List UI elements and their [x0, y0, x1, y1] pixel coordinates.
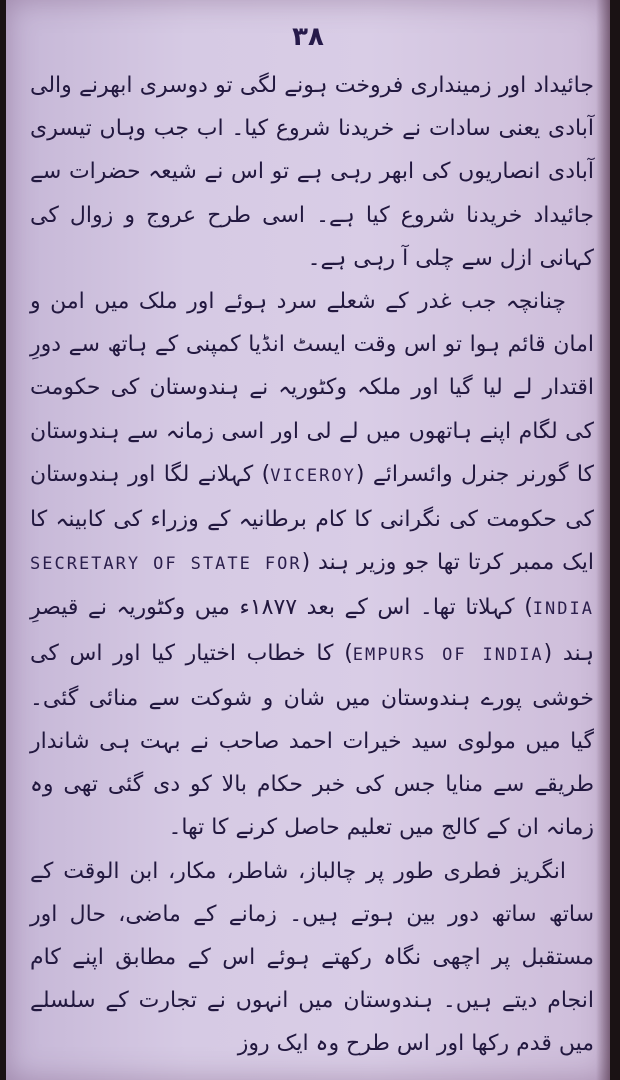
text-segment: ) کا خطاب اختیار کیا اور اس کی خوشی پورے ہندوستان میں شان و شوکت سے منائی گئی۔ گیا میں مولوی سید خیرات احمد صاحب نے بہت ہی شاندار طریقے سے منایا جس کی خبر حکام بالا کو دی گئی تھی وہ زمانہ ان کے کالج میں تعلیم حاصل کرنے کا تھا۔ — [30, 640, 594, 841]
english-term-empress-of-india: EMPURS OF INDIA — [352, 644, 544, 665]
text-segment: چنانچہ جب غدر کے شعلے سرد ہوئے اور ملک میں امن و امان قائم ہوا تو اس وقت ایسٹ انڈیا کمپنی کے ہاتھ سے دورِ اقتدار لے لیا گیا اور ملکہ وکٹوریہ نے ہندوستان کی حکومت کی لگام اپنے ہاتھوں میں لے لی اور اسی زمانہ سے ہندوستان کا گورنر جنرل وائسرائے ( — [30, 289, 594, 487]
page-fold-shadow — [596, 0, 610, 1080]
book-page — [6, 0, 610, 1080]
english-term-viceroy: VICEROY — [270, 465, 356, 486]
text-segment: جائیداد اور زمینداری فروخت ہونے لگی تو دوسری ابھرنے والی آبادی یعنی سادات نے خریدنا شروع کیا۔ اب جب وہاں تیسری آبادی انصاریوں کی ابھر رہی ہے تو اس نے شیعہ حضرات سے جائیداد خریدنا شروع کیا ہے۔ اسی طرح عروج و زوال کی کہانی ازل سے چلی آ رہی ہے۔ — [30, 73, 594, 271]
text-segment: انگریز فطری طور پر چالباز، شاطر، مکار، ابن الوقت کے ساتھ ساتھ دور بین ہوتے ہیں۔ زمانے کے ماضی، حال اور مستقبل پر اچھی نگاہ رکھتے ہوئے اس کے مطابق اپنے کام انجام دیتے ہیں۔ ہندوستان میں انہوں نے تجارت کے سلسلے میں قدم رکھا اور اس طرح وہ ایک روز — [30, 858, 594, 1057]
english-term-secretary-of-state: SECRETARY OF STATE FOR INDIA — [30, 554, 594, 620]
page-number: ۳۸ — [292, 22, 324, 52]
page-body — [30, 64, 594, 1066]
text-segment: ) کہلاتا تھا۔ اس کے بعد ۱۸۷۷ء میں وکٹوریہ نے قیصرِ ہند ( — [30, 595, 595, 666]
paragraph-2 — [30, 280, 594, 850]
paragraph-1 — [30, 64, 594, 280]
paragraph-3 — [30, 850, 594, 1066]
text-segment: ) کہلانے لگا اور ہندوستان کی حکومت کی نگرانی کا کام برطانیہ کے وزراء کی کابینہ کا ایک ممبر کرتا تھا جو وزیر ہند ( — [30, 461, 594, 576]
